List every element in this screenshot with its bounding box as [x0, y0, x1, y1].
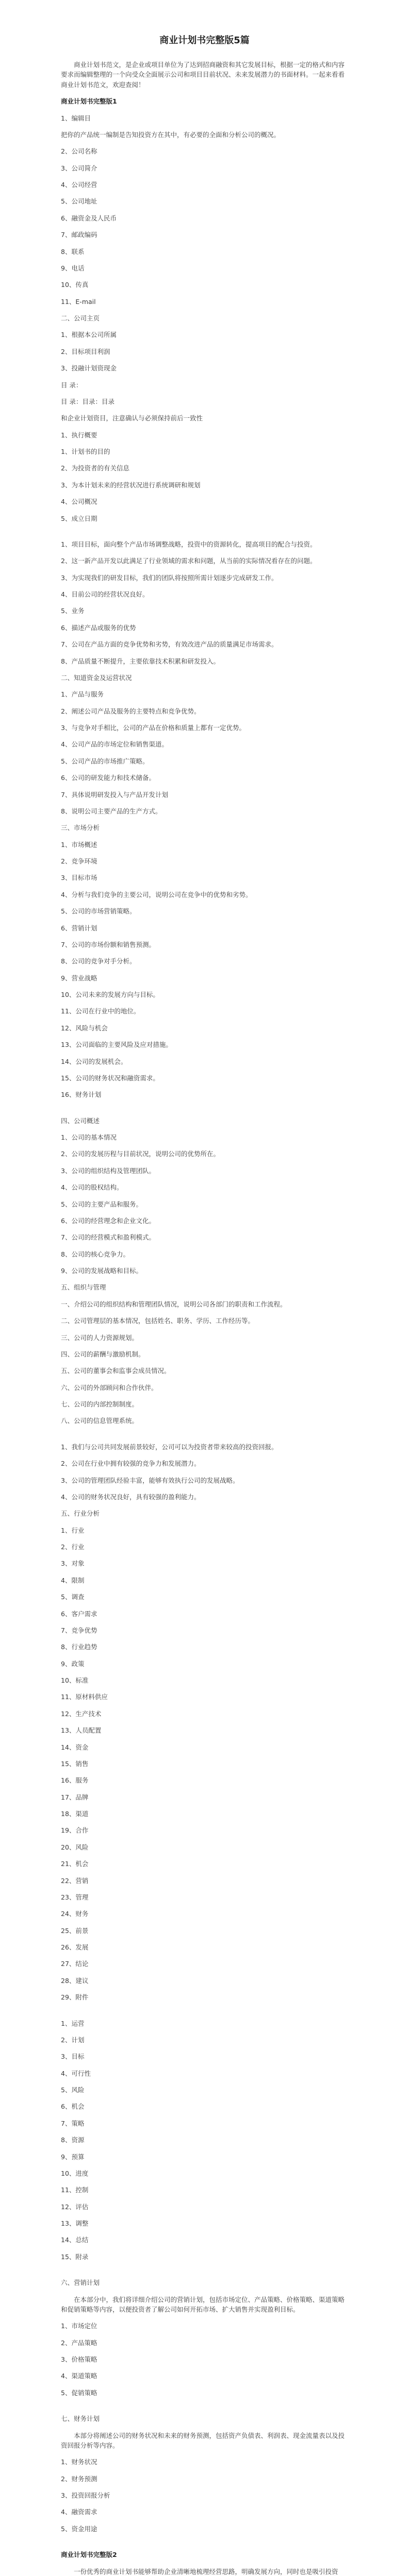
text-line: 和企业计划资目，注意确认与必须保持前后一致性: [61, 414, 203, 422]
text-line: 29、附件: [61, 1993, 89, 2002]
text-line: 7、策略: [61, 2119, 85, 2127]
text-line: 10、进度: [61, 2169, 89, 2177]
text-line: 8、联系: [61, 247, 85, 256]
text-line: 4、目前公司的经营状况良好。: [61, 590, 149, 598]
text-line: 13、公司面临的主要风险及应对措施。: [61, 1041, 172, 1049]
text-line: 2、公司名称: [61, 147, 97, 156]
text-line: 1、根据本公司所属: [61, 331, 117, 339]
text-line: 9、预算: [61, 2153, 85, 2161]
text-line: 3、目标: [61, 2053, 85, 2061]
text-line: 22、营销: [61, 1876, 89, 1885]
text-line: 五、组织与管理: [61, 1283, 106, 1292]
text-line: 8、行业趋势: [61, 1643, 97, 1651]
text-line: 七、公司的内部控制制度。: [61, 1400, 139, 1408]
text-line: 3、目标市场: [61, 874, 97, 882]
text-line: 4、渠道策略: [61, 2372, 97, 2380]
text-line: 2、这一新产品开发以此满足了行业领域的需求和问题，从当前的实际情况看存在的问题。: [61, 557, 317, 565]
text-line: 5、促销策略: [61, 2388, 97, 2397]
text-line: 1、执行概要: [61, 431, 97, 439]
text-line: 13、调整: [61, 2219, 89, 2227]
section-gap: [61, 2540, 348, 2550]
section-gap: [61, 2009, 348, 2019]
text-line: 11、控制: [61, 2186, 89, 2194]
document-body: [61, 60, 348, 2576]
text-line: 12、评估: [61, 2202, 89, 2211]
text-line: 1、计划书的目的: [61, 448, 110, 455]
text-line: 8、公司的竞争对手分析。: [61, 957, 136, 965]
text-line: 六、公司的外部顾问和合作伙伴。: [61, 1383, 158, 1392]
document-title: 商业计划书完整版5篇: [159, 35, 250, 46]
text-line: 15、附录: [61, 2252, 89, 2261]
text-line: 4、公司经营: [61, 181, 97, 189]
text-line: 3、投资回报分析: [61, 2492, 110, 2499]
text-line: 5、成立日期: [61, 514, 97, 522]
text-line: 2、计划: [61, 2036, 85, 2044]
text-line: 8、说明公司主要产品的生产方式。: [61, 807, 162, 815]
text-line: 6、机会: [61, 2103, 85, 2111]
text-line: 2、阐述公司产品及服务的主要特点和竞争优势。: [61, 707, 201, 715]
text-line: 5、公司地址: [61, 197, 97, 206]
text-line: 6、营销计划: [61, 924, 97, 932]
paragraph: 本部分将阐述公司的财务状况和未来的财务预测，包括资产负债表、利润表、现金流量表以及投资回报分析等内容。: [61, 2431, 345, 2449]
text-line: 7、邮政编码: [61, 231, 97, 239]
text-line: 2、竞争环境: [61, 857, 97, 865]
text-line: 14、资金: [61, 1743, 89, 1751]
text-line: 四、公司的薪酬与激励机制。: [61, 1350, 145, 1358]
text-line: 16、服务: [61, 1776, 89, 1785]
section-gap: [61, 530, 348, 539]
text-line: 4、分析与我们竞争的主要公司，说明公司在竞争中的优势和劣势。: [61, 890, 252, 899]
text-line: 1、市场概述: [61, 840, 97, 849]
text-line: 八、公司的信息管理系统。: [61, 1417, 139, 1425]
text-line: 12、生产技术: [61, 1709, 102, 1718]
text-line: 3、公司的管理团队经验丰富，能够有效执行公司的发展战略。: [61, 1476, 239, 1484]
text-line: 把你的产品统一编制是告知投资方在其中，有必要的全面和分析公司的概况。: [61, 130, 281, 139]
text-line: 目 录：: [61, 381, 83, 389]
text-line: 9、政策: [61, 1659, 85, 1668]
text-line: 4、融资需求: [61, 2508, 97, 2516]
text-line: 6、公司的研发能力和技术储备。: [61, 774, 155, 782]
text-line: 3、与竞争对手相比，公司的产品在价格和质量上都有一定优势。: [61, 724, 246, 732]
text-line: 12、风险与机会: [61, 1024, 108, 1032]
text-line: 1、产品与服务: [61, 690, 104, 699]
section-gap: [61, 1433, 348, 1442]
text-line: 13、人员配置: [61, 1726, 102, 1735]
text-line: 18、渠道: [61, 1810, 89, 1818]
text-line: 1、公司的基本情况: [61, 1133, 117, 1141]
text-line: 6、融资金及人民币: [61, 214, 117, 222]
text-line: 26、发展: [61, 1943, 89, 1951]
text-line: 9、电话: [61, 264, 85, 272]
text-line: 5、业务: [61, 607, 85, 615]
text-line: 16、财务计划: [61, 1091, 102, 1099]
text-line: 27、结论: [61, 1960, 89, 1968]
text-line: 5、公司的市场营销策略。: [61, 907, 136, 916]
text-line: 3、为实现我们的研发目标，我们的团队将按照所需计划逐步完成研发工作。: [61, 573, 278, 582]
text-line: 六、营销计划: [61, 2279, 100, 2287]
text-line: 1、项目目标，面向整个产品市场调整战略，投资中的资源转化，提高项目的配合与投资。: [61, 540, 317, 548]
text-line: 8、资源: [61, 2136, 85, 2144]
text-line: 6、公司的经营理念和企业文化。: [61, 1216, 155, 1225]
text-line: 1、编辑目: [61, 114, 91, 122]
text-line: 15、公司的财务状况和融资需求。: [61, 1074, 159, 1082]
text-line: 5、风险: [61, 2086, 85, 2094]
text-line: 10、传真: [61, 281, 89, 289]
text-line: 6、描述产品或服务的优势: [61, 623, 136, 632]
text-line: 14、公司的发展机会。: [61, 1057, 127, 1065]
text-line: 3、投融计划资现金: [61, 364, 117, 372]
text-line: 5、资金用途: [61, 2524, 97, 2533]
text-line: 21、机会: [61, 1860, 89, 1868]
text-line: 28、建议: [61, 1976, 89, 1985]
text-line: 目 录：目录：目录: [61, 397, 114, 405]
text-line: 1、财务状况: [61, 2458, 97, 2466]
text-line: 23、管理: [61, 1893, 89, 1901]
text-line: 3、为本计划未来的经营状况进行系统调研和规划: [61, 481, 201, 489]
text-line: 4、公司概况: [61, 498, 97, 506]
text-line: 2、目标项目利润: [61, 347, 110, 355]
paragraph: 商业计划书范文，是企业或项目单位为了达到招商融资和其它发展目标，根据一定的格式和内容要求而编辑整理的一个向受众全面展示公司和项目目前状况、未来发展潜力的书面材料。一起来看看商业计划书范文，欢迎查阅！: [61, 61, 345, 89]
text-line: 11、公司在行业中的地位。: [61, 1007, 140, 1015]
text-line: 2、行业: [61, 1543, 85, 1551]
text-line: 3、公司简介: [61, 164, 97, 172]
text-line: 1、运营: [61, 2019, 85, 2027]
paragraph: 一份优秀的商业计划书能够帮助企业清晰地梳理经营思路，明确发展方向，同时也是吸引投资: [74, 2567, 338, 2575]
text-line: 三、市场分析: [61, 824, 100, 832]
text-line: 七、财务计划: [61, 2415, 100, 2423]
text-line: 5、公司产品的市场推广策略。: [61, 757, 149, 765]
text-line: 7、公司的经营模式和盈利模式。: [61, 1233, 155, 1242]
text-line: 11、原材料供应: [61, 1693, 108, 1701]
text-line: 一、介绍公司的组织结构和管理团队情况，说明公司各部门的职责和工作流程。: [61, 1300, 287, 1308]
section-heading: 商业计划书完整版2: [61, 2551, 117, 2559]
text-line: 6、客户需求: [61, 1609, 97, 1618]
text-line: 8、产品质量不断提升，主要依靠技术积累和研发投入。: [61, 657, 220, 665]
text-line: 五、行业分析: [61, 1510, 100, 1518]
text-line: 1、行业: [61, 1526, 85, 1534]
text-line: 4、公司的财务状况良好，具有较强的盈利能力。: [61, 1493, 201, 1501]
text-line: 1、市场定位: [61, 2322, 97, 2330]
text-line: 14、总结: [61, 2236, 89, 2244]
paragraph: 在本部分中，我们将详细介绍公司的营销计划，包括市场定位、产品策略、价格策略、渠道策略和促销策略等内容，以便投资者了解公司如何开拓市场、扩大销售并实现盈利目标。: [61, 2295, 345, 2313]
text-line: 三、公司的人力资源规划。: [61, 1333, 139, 1342]
text-line: 五、公司的董事会和监事会成员情况。: [61, 1367, 171, 1375]
section-gap: [61, 2404, 348, 2414]
text-line: 2、财务预测: [61, 2475, 97, 2483]
text-line: 24、财务: [61, 1910, 89, 1918]
text-line: 5、公司的主要产品和服务。: [61, 1200, 142, 1208]
text-line: 7、公司的市场份额和销售预测。: [61, 940, 155, 948]
text-line: 二、公司管理层的基本情况，包括姓名、职务、学历、工作经历等。: [61, 1317, 255, 1325]
text-line: 7、具体说明研发投入与产品开发计划: [61, 790, 168, 799]
text-line: 15、销售: [61, 1759, 89, 1768]
text-line: 7、公司在产品方面的竞争优势和劣势，有效改进产品的质量满足市场需求。: [61, 640, 278, 649]
text-line: 4、公司的股权结构。: [61, 1183, 123, 1192]
text-line: 20、风险: [61, 1843, 89, 1851]
text-line: 17、品牌: [61, 1793, 89, 1801]
text-line: 2、公司的发展历程与目前状况，说明公司的优势所在。: [61, 1150, 220, 1158]
section-gap: [61, 1107, 348, 1116]
text-line: 3、公司的组织结构及管理团队。: [61, 1166, 155, 1175]
text-line: 4、公司产品的市场定位和销售渠道。: [61, 740, 168, 749]
text-line: 4、可行性: [61, 2069, 91, 2077]
text-line: 4、限制: [61, 1576, 85, 1584]
text-line: 二、知道资金及运营状况: [61, 673, 132, 682]
text-line: 9、营业战略: [61, 974, 97, 982]
text-line: 7、竞争优势: [61, 1626, 97, 1634]
text-line: 10、公司未来的发展方向与目标。: [61, 991, 159, 998]
text-line: 2、为投资者的有关信息: [61, 464, 129, 472]
text-line: 二、公司主页: [61, 314, 100, 322]
text-line: 3、价格策略: [61, 2355, 97, 2363]
text-line: 2、公司在行业中拥有较强的竞争力和发展潜力。: [61, 1460, 201, 1468]
text-line: 19、合作: [61, 1826, 89, 1835]
text-line: 3、对象: [61, 1560, 85, 1568]
text-line: 8、公司的核心竞争力。: [61, 1250, 129, 1258]
text-line: 25、前景: [61, 1926, 89, 1935]
section-gap: [61, 2268, 348, 2278]
text-line: 10、标准: [61, 1676, 89, 1684]
section-heading: 商业计划书完整版1: [61, 97, 117, 106]
text-line: 9、公司的发展战略和目标。: [61, 1267, 142, 1275]
text-line: 四、公司概述: [61, 1116, 100, 1125]
text-line: 11、E-mail: [61, 297, 96, 306]
text-line: 2、产品策略: [61, 2338, 97, 2347]
text-line: 5、调查: [61, 1593, 85, 1601]
text-line: 1、我们与公司共同发展前景较好，公司可以为投资者带来较高的投资回报。: [61, 1443, 278, 1451]
